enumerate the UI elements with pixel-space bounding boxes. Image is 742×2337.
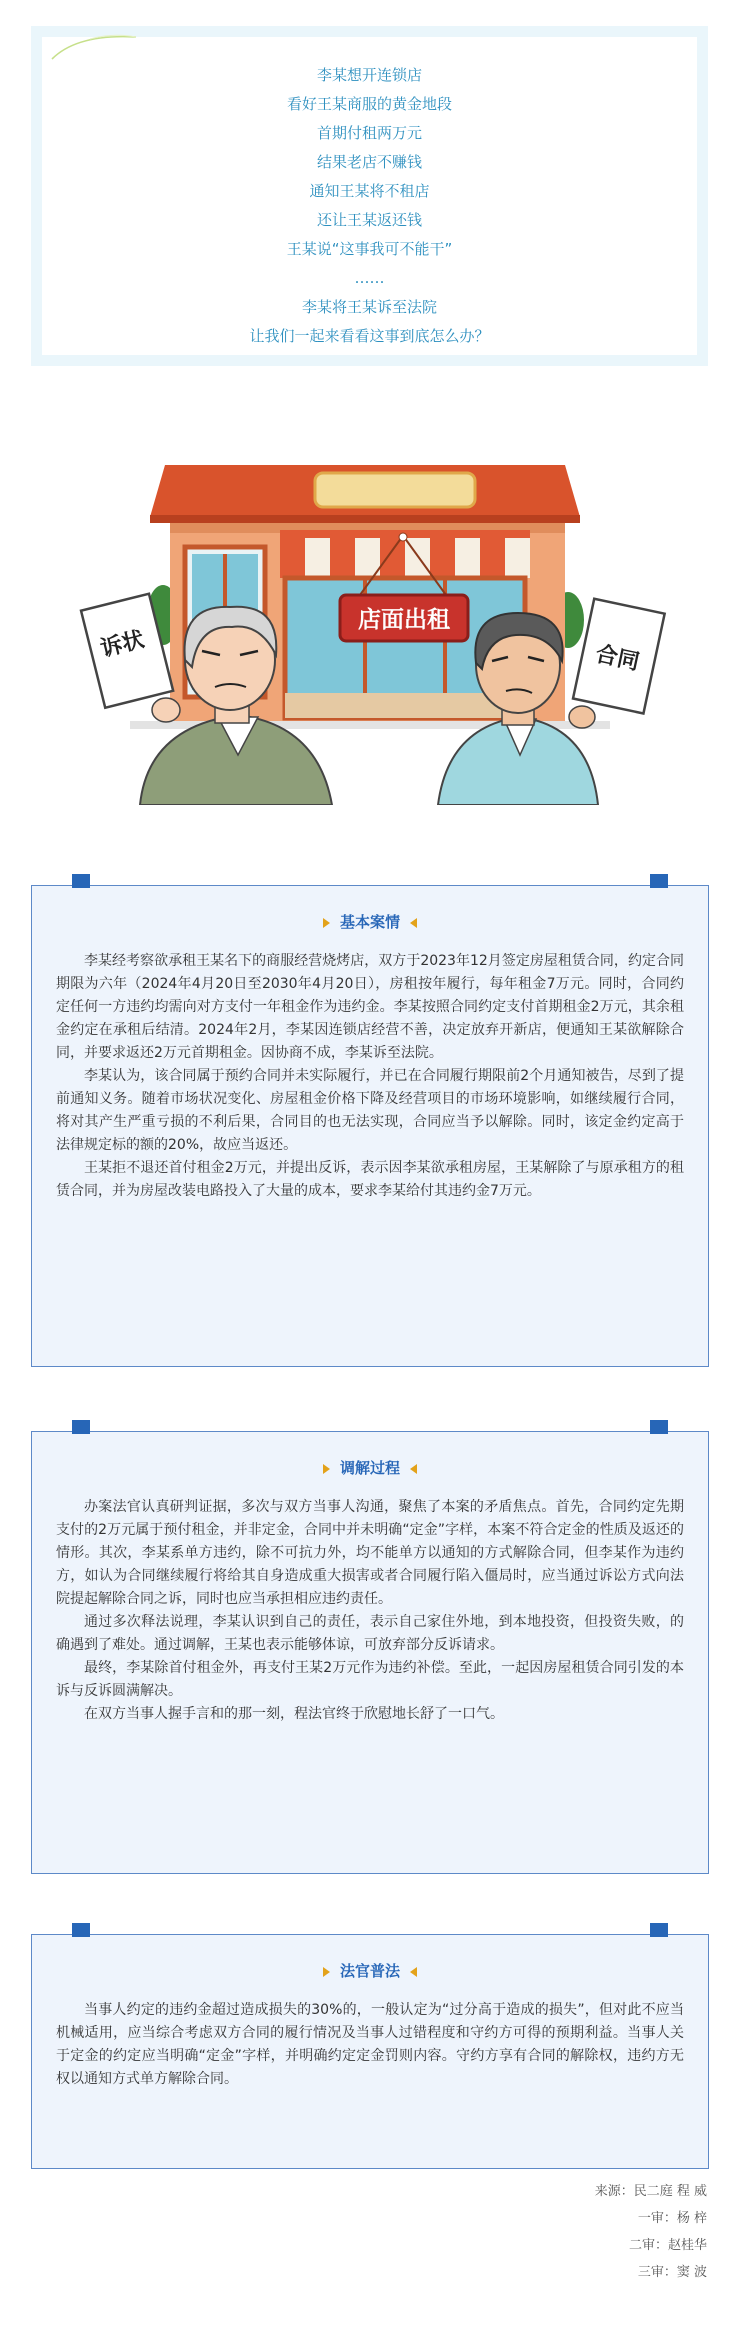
section-body [32, 1480, 708, 1726]
section-tab [72, 1923, 90, 1937]
intro-line: …… [354, 269, 385, 287]
intro-frame [31, 26, 708, 366]
section-body [32, 934, 708, 1203]
credit-review-2: 二审：赵桂华 [628, 2238, 707, 2253]
intro-line: 通知王某将不租店 [309, 182, 430, 200]
triangle-right-icon [323, 918, 330, 928]
intro-line: 李某想开连锁店 [316, 66, 422, 84]
triangle-left-icon [410, 918, 417, 928]
section-tab [72, 1420, 90, 1434]
section-tab [72, 874, 90, 888]
intro-line: 李某将王某诉至法院 [301, 298, 437, 316]
section-body [32, 1983, 708, 2091]
section-heading [32, 1959, 708, 1983]
credit-review-1: 一审：杨 梓 [637, 2211, 707, 2226]
triangle-right-icon [323, 1967, 330, 1977]
section-title: 法官普法 [339, 1962, 400, 1980]
credit-source: 来源：民二庭 程 威 [594, 2184, 707, 2199]
intro-line: 结果老店不赚钱 [316, 153, 422, 171]
section-heading [32, 1456, 708, 1480]
paragraph: 办案法官认真研判证据，多次与双方当事人沟通，聚焦了本案的矛盾焦点。首先，合同约定先期支付的2万元属于预付租金，并非定金，合同中并未明确“定金”字样，本案不符合定金的性质及返还的情形。其次，李某系单方违约，除不可抗力外，均不能单方以通知的方式解除合同，但李某作为违约方，如认为合同继续履行将给其自身造成重大损害或者合同履行陷入僵局时，应当通过诉讼方式向法院提起解除合同之诉，同时也应当承担相应违约责任。 [56, 1499, 684, 1607]
intro-line: 还让王某返还钱 [316, 211, 422, 229]
intro-line: 看好王某商服的黄金地段 [286, 95, 452, 113]
intro-text [42, 61, 697, 351]
section-tab [650, 874, 668, 888]
credit-review-3: 三审：窦 波 [637, 2265, 707, 2280]
credits [407, 2178, 707, 2286]
left-doc-text: 诉状 [98, 627, 147, 663]
intro-line: 首期付租两万元 [316, 124, 422, 142]
paragraph: 李某认为，该合同属于预约合同并未实际履行，并已在合同履行期限前2个月通知被告，尽到了提前通知义务。随着市场状况变化、房屋租金价格下降及经营项目的市场环境影响，如继续履行合同，将对其产生严重亏损的不利后果，合同目的也无法实现，合同应当予以解除。同时，该定金约定高于法律规定标的额的20%，故应当返还。 [56, 1068, 684, 1153]
section-title: 基本案情 [339, 913, 400, 931]
paragraph: 通过多次释法说理，李某认识到自己的责任，表示自己家住外地，到本地投资，但投资失败，的确遇到了难处。通过调解，王某也表示能够体谅，可放弃部分反诉请求。 [56, 1614, 684, 1653]
paragraph: 李某经考察欲承租王某名下的商服经营烧烤店，双方于2023年12月签定房屋租赁合同，约定合同期限为六年（2024年4月20日至2030年4月20日），房租按年履行，每年租金7万元。同时，合同约定任何一方违约均需向对方支付一年租金作为违约金。李某按照合同约定支付首期租金2万元，其余租金约定在承租后结清。2024年2月，李某因连锁店经营不善，决定放弃开新店，便通知王某欲解除合同，并要求返还2万元首期租金。因协商不成，李某诉至法院。 [56, 953, 684, 1061]
intro-line: 王某说“这事我可不能干” [286, 240, 453, 258]
section-title: 调解过程 [339, 1459, 400, 1477]
section-mediation [31, 1431, 709, 1874]
section-tab [650, 1923, 668, 1937]
triangle-right-icon [323, 1464, 330, 1474]
paragraph: 最终，李某除首付租金外，再支付王某2万元作为违约补偿。至此，一起因房屋租赁合同引发的本诉与反诉圆满解决。 [56, 1660, 684, 1699]
storefront-illustration [70, 455, 670, 805]
triangle-left-icon [410, 1464, 417, 1474]
paragraph: 当事人约定的违约金超过造成损失的30%的，一般认定为“过分高于造成的损失”，但对此不应当机械适用，应当综合考虑双方合同的履行情况及当事人过错程度和守约方可得的预期利益。当事人关于定金的约定应当明确“定金”字样，并明确约定定金罚则内容。守约方享有合同的解除权，违约方无权以通知方式单方解除合同。 [56, 2002, 684, 2087]
paragraph: 在双方当事人握手言和的那一刻，程法官终于欣慰地长舒了一口气。 [84, 1706, 504, 1722]
intro-line: 让我们一起来看看这事到底怎么办？ [249, 327, 490, 345]
section-heading [32, 910, 708, 934]
section-tab [650, 1420, 668, 1434]
triangle-left-icon [410, 1967, 417, 1977]
sign-text: 店面出租 [358, 607, 450, 633]
paragraph: 王某拒不退还首付租金2万元，并提出反诉，表示因李某欲承租房屋，王某解除了与原承租方的租赁合同，并为房屋改装电路投入了大量的成本，要求李某给付其违约金7万元。 [56, 1160, 684, 1199]
right-doc-text: 合同 [593, 641, 642, 676]
section-case-facts [31, 885, 709, 1367]
swirl-decoration-icon [50, 33, 140, 63]
section-judge-legal-tips [31, 1934, 709, 2169]
intro-panel [42, 37, 697, 355]
